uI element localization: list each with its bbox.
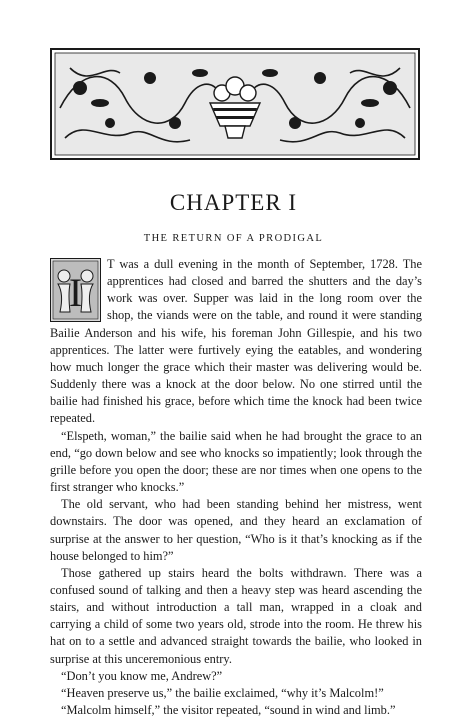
chapter-subtitle: THE RETURN OF A PRODIGAL <box>143 233 324 244</box>
chapter-body <box>50 256 422 719</box>
ornamental-headpiece <box>50 48 420 160</box>
paragraph: “Elspeth, woman,” the bailie said when he had brought the grace to an end, “go down below and see who knocks so impatiently; look through the grille before you open the door; these are nor times when one opens to the first stranger who knocks.” <box>50 428 422 495</box>
drop-cap-initial <box>50 258 101 322</box>
paragraph-text: T was a dull evening in the month of September, 1728. The apprentices had closed and barred the shutters and the day’s work was over. Supper was laid in the long room over the shop, the viands were on the table, and round it were standing Bailie Anderson and his wife, his foreman John Gillespie, and his two apprentices. The latter were furtively eying the eatables, and wondering how much longer the grace which their master was delivering would be. Suddenly there was a knock at the door below. No one stirred until the bailie had finished his grace, before which time the knock had been twice repeated. <box>50 257 422 426</box>
paragraph: Those gathered up stairs heard the bolts withdrawn. There was a confused sound of talking and then a heavy step was heard ascending the stairs, and without introduction a tall man, wrapped in a cloak and carrying a child of some two years old, strode into the room. He threw his hat on to a settle and advanced straight towards the bailie, who looked in surprise at this unceremonious entry. <box>50 565 422 666</box>
paragraph: “Heaven preserve us,” the bailie exclaimed, “why it’s Malcolm!” <box>61 685 384 700</box>
paragraph <box>50 256 422 428</box>
paragraph: The old servant, who had been standing behind her mistress, went downstairs. The door was opened, and they heard an exclamation of surprise at the answer to her question, “Who is it that’s knocking as if the house belonged to him?” <box>50 497 422 563</box>
drop-cap-letter: I <box>68 270 83 315</box>
paragraph: “Malcolm himself,” the visitor repeated, “sound in wind and limb.” <box>61 703 396 718</box>
paragraph: “Don’t you know me, Andrew?” <box>61 668 223 683</box>
chapter-title: CHAPTER I <box>169 190 298 215</box>
